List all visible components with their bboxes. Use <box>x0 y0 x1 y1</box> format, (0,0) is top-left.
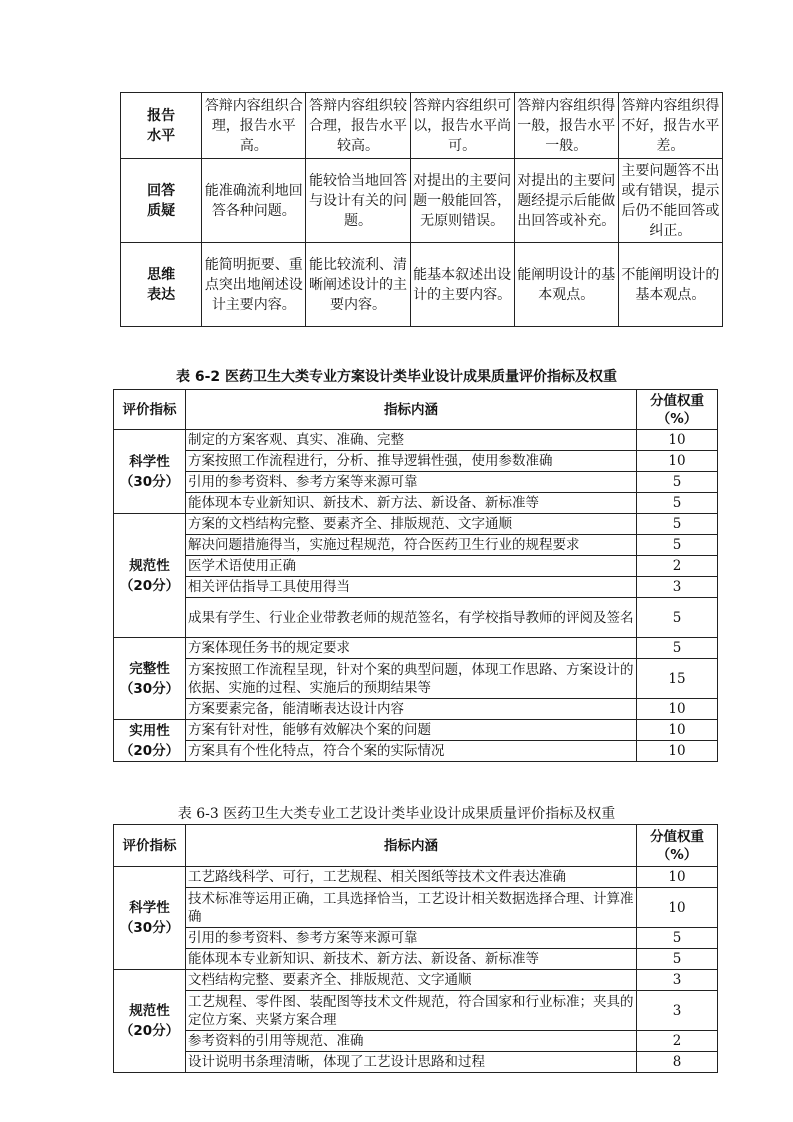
content-cell: 制定的方案客观、真实、准确、完整 <box>186 430 637 451</box>
weight-cell: 5 <box>637 493 718 514</box>
table-cell: 能比较流利、清晰阐述设计的主要内容。 <box>306 243 410 327</box>
content-cell: 医学术语使用正确 <box>186 556 637 577</box>
column-header: 评价指标 <box>114 390 186 430</box>
row-label: 思维 表达 <box>121 243 202 327</box>
content-cell: 文档结构完整、要素齐全、排版规范、文字通顺 <box>186 970 637 991</box>
weight-cell: 10 <box>637 699 718 720</box>
table-row <box>114 451 718 472</box>
weight-cell: 5 <box>637 928 718 949</box>
weight-cell: 10 <box>637 888 718 928</box>
weight-cell: 5 <box>637 514 718 535</box>
weight-cell: 10 <box>637 430 718 451</box>
table-row <box>114 430 718 451</box>
content-cell: 引用的参考资料、参考方案等来源可靠 <box>186 472 637 493</box>
table-header-row <box>114 390 718 430</box>
content-cell: 工艺路线科学、可行，工艺规程、相关图纸等技术文件表达准确 <box>186 867 637 888</box>
table-row <box>114 888 718 928</box>
table-row <box>114 970 718 991</box>
table-row <box>114 472 718 493</box>
table-row <box>114 741 718 762</box>
weight-cell: 10 <box>637 741 718 762</box>
process-design-quality-table <box>113 824 718 1073</box>
content-cell: 引用的参考资料、参考方案等来源可靠 <box>186 928 637 949</box>
column-header: 分值权重 （%） <box>637 825 718 867</box>
weight-cell: 8 <box>637 1052 718 1073</box>
table-row <box>114 598 718 638</box>
category-cell: 实用性 （20分） <box>114 720 186 762</box>
content-cell: 方案体现任务书的规定要求 <box>186 638 637 659</box>
table-header-row <box>114 825 718 867</box>
table-cell: 答辩内容组织得不好，报告水平差。 <box>618 93 722 159</box>
table-cell: 能较恰当地回答与设计有关的问题。 <box>306 159 410 243</box>
table-row <box>114 1052 718 1073</box>
table-row <box>114 949 718 970</box>
table-cell: 能基本叙述出设计的主要内容。 <box>410 243 514 327</box>
content-cell: 技术标准等运用正确，工具选择恰当，工艺设计相关数据选择合理、计算准确 <box>186 888 637 928</box>
table-cell: 答辩内容组织较合理，报告水平较高。 <box>306 93 410 159</box>
table-row <box>114 577 718 598</box>
column-header: 分值权重 （%） <box>637 390 718 430</box>
content-cell: 方案按照工作流程进行，分析、推导逻辑性强，使用参数准确 <box>186 451 637 472</box>
table-row <box>114 659 718 699</box>
weight-cell: 2 <box>637 556 718 577</box>
weight-cell: 3 <box>637 991 718 1031</box>
table-row <box>114 991 718 1031</box>
weight-cell: 3 <box>637 970 718 991</box>
weight-cell: 5 <box>637 598 718 638</box>
table-caption: 表 6-3 医药卫生大类专业工艺设计类毕业设计成果质量评价指标及权重 <box>177 806 616 822</box>
weight-cell: 10 <box>637 720 718 741</box>
content-cell: 方案的文档结构完整、要素齐全、排版规范、文字通顺 <box>186 514 637 535</box>
table-row <box>114 535 718 556</box>
weight-cell: 10 <box>637 867 718 888</box>
table-row <box>114 556 718 577</box>
row-label: 报告 水平 <box>121 93 202 159</box>
weight-cell: 3 <box>637 577 718 598</box>
table-cell: 能阐明设计的基本观点。 <box>514 243 618 327</box>
content-cell: 方案有针对性，能够有效解决个案的问题 <box>186 720 637 741</box>
table-row <box>114 514 718 535</box>
content-cell: 方案按照工作流程呈现，针对个案的典型问题，体现工作思路、方案设计的依据、实施的过程、实施后的预期结果等 <box>186 659 637 699</box>
content-cell: 工艺规程、零件图、装配图等技术文件规范，符合国家和行业标准；夹具的定位方案、夹紧方案合理 <box>186 991 637 1031</box>
table-row <box>114 699 718 720</box>
table-cell: 主要问题答不出或有错误，提示后仍不能回答或纠正。 <box>618 159 722 243</box>
category-cell: 科学性 （30分） <box>114 867 186 970</box>
table-cell: 能准确流利地回答各种问题。 <box>202 159 306 243</box>
content-cell: 成果有学生、行业企业带教老师的规范签名，有学校指导教师的评阅及签名 <box>186 598 637 638</box>
content-cell: 相关评估指导工具使用得当 <box>186 577 637 598</box>
content-cell: 参考资料的引用等规范、准确 <box>186 1031 637 1052</box>
weight-cell: 5 <box>637 535 718 556</box>
weight-cell: 2 <box>637 1031 718 1052</box>
category-cell: 规范性 （20分） <box>114 970 186 1073</box>
table-row <box>114 720 718 741</box>
table-cell: 能简明扼要、重点突出地阐述设计主要内容。 <box>202 243 306 327</box>
content-cell: 能体现本专业新知识、新技术、新方法、新设备、新标准等 <box>186 949 637 970</box>
table-cell: 答辩内容组织得一般，报告水平一般。 <box>514 93 618 159</box>
weight-cell: 5 <box>637 949 718 970</box>
weight-cell: 5 <box>637 472 718 493</box>
column-header: 指标内涵 <box>186 390 637 430</box>
content-cell: 设计说明书条理清晰，体现了工艺设计思路和过程 <box>186 1052 637 1073</box>
row-label: 回答 质疑 <box>121 159 202 243</box>
table-row <box>121 159 723 243</box>
table-row <box>114 867 718 888</box>
table-cell: 不能阐明设计的基本观点。 <box>618 243 722 327</box>
table-cell: 对提出的主要问题经提示后能做出回答或补充。 <box>514 159 618 243</box>
table-row <box>114 493 718 514</box>
weight-cell: 5 <box>637 638 718 659</box>
table-row <box>114 638 718 659</box>
table-row <box>114 928 718 949</box>
content-cell: 解决问题措施得当，实施过程规范，符合医药卫生行业的规程要求 <box>186 535 637 556</box>
category-cell: 完整性 （30分） <box>114 638 186 720</box>
table-row <box>121 93 723 159</box>
table-cell: 答辩内容组织可以，报告水平尚可。 <box>410 93 514 159</box>
table-caption: 表 6-2 医药卫生大类专业方案设计类毕业设计成果质量评价指标及权重 <box>175 369 618 385</box>
category-cell: 规范性 （20分） <box>114 514 186 638</box>
defense-evaluation-table <box>120 92 723 327</box>
table-row <box>121 243 723 327</box>
category-cell: 科学性 （30分） <box>114 430 186 514</box>
content-cell: 方案具有个性化特点，符合个案的实际情况 <box>186 741 637 762</box>
weight-cell: 10 <box>637 451 718 472</box>
scheme-design-quality-table <box>113 389 718 762</box>
content-cell: 能体现本专业新知识、新技术、新方法、新设备、新标准等 <box>186 493 637 514</box>
table-cell: 对提出的主要问题一般能回答，无原则错误。 <box>410 159 514 243</box>
weight-cell: 15 <box>637 659 718 699</box>
table-row <box>114 1031 718 1052</box>
table-cell: 答辩内容组织合理，报告水平高。 <box>202 93 306 159</box>
column-header: 评价指标 <box>114 825 186 867</box>
content-cell: 方案要素完备，能清晰表达设计内容 <box>186 699 637 720</box>
column-header: 指标内涵 <box>186 825 637 867</box>
